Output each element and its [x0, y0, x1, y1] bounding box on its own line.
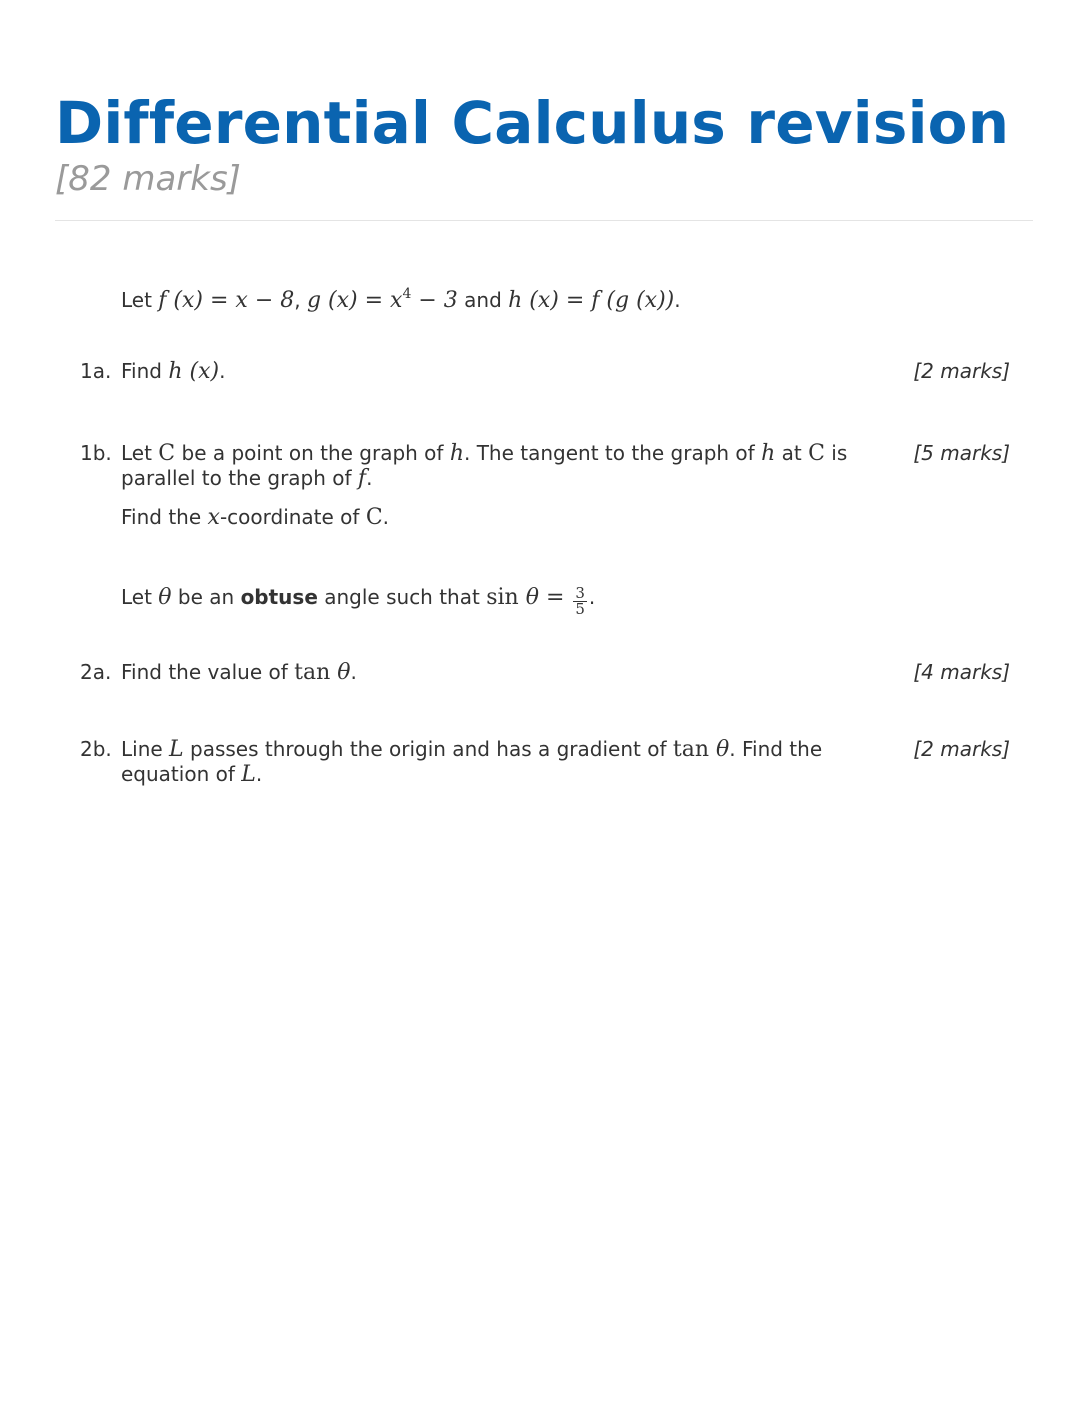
obtuse-emphasis: obtuse	[240, 585, 318, 609]
question-number: 2a.	[80, 660, 112, 684]
h-definition: h (x) = f (g (x))	[508, 288, 675, 313]
question-marks: [2 marks]	[913, 359, 1010, 383]
g-exponent: 4	[402, 286, 412, 302]
question-number: 1a.	[80, 359, 112, 383]
question-number: 2b.	[80, 737, 112, 761]
page-title: Differential Calculus revision	[55, 89, 1010, 157]
question-marks: [4 marks]	[913, 660, 1010, 684]
question-marks: [2 marks]	[913, 737, 1010, 761]
f-definition: f (x) = x − 8	[158, 288, 295, 313]
header-divider	[55, 220, 1033, 221]
g-definition: g (x) = x	[306, 288, 403, 313]
question-marks: [5 marks]	[913, 441, 1010, 465]
header	[55, 88, 1033, 200]
fraction-three-fifths: $\frac{3}{5}$	[575, 584, 585, 618]
question-number: 1b.	[80, 441, 112, 465]
total-marks: [82 marks]	[55, 159, 241, 199]
